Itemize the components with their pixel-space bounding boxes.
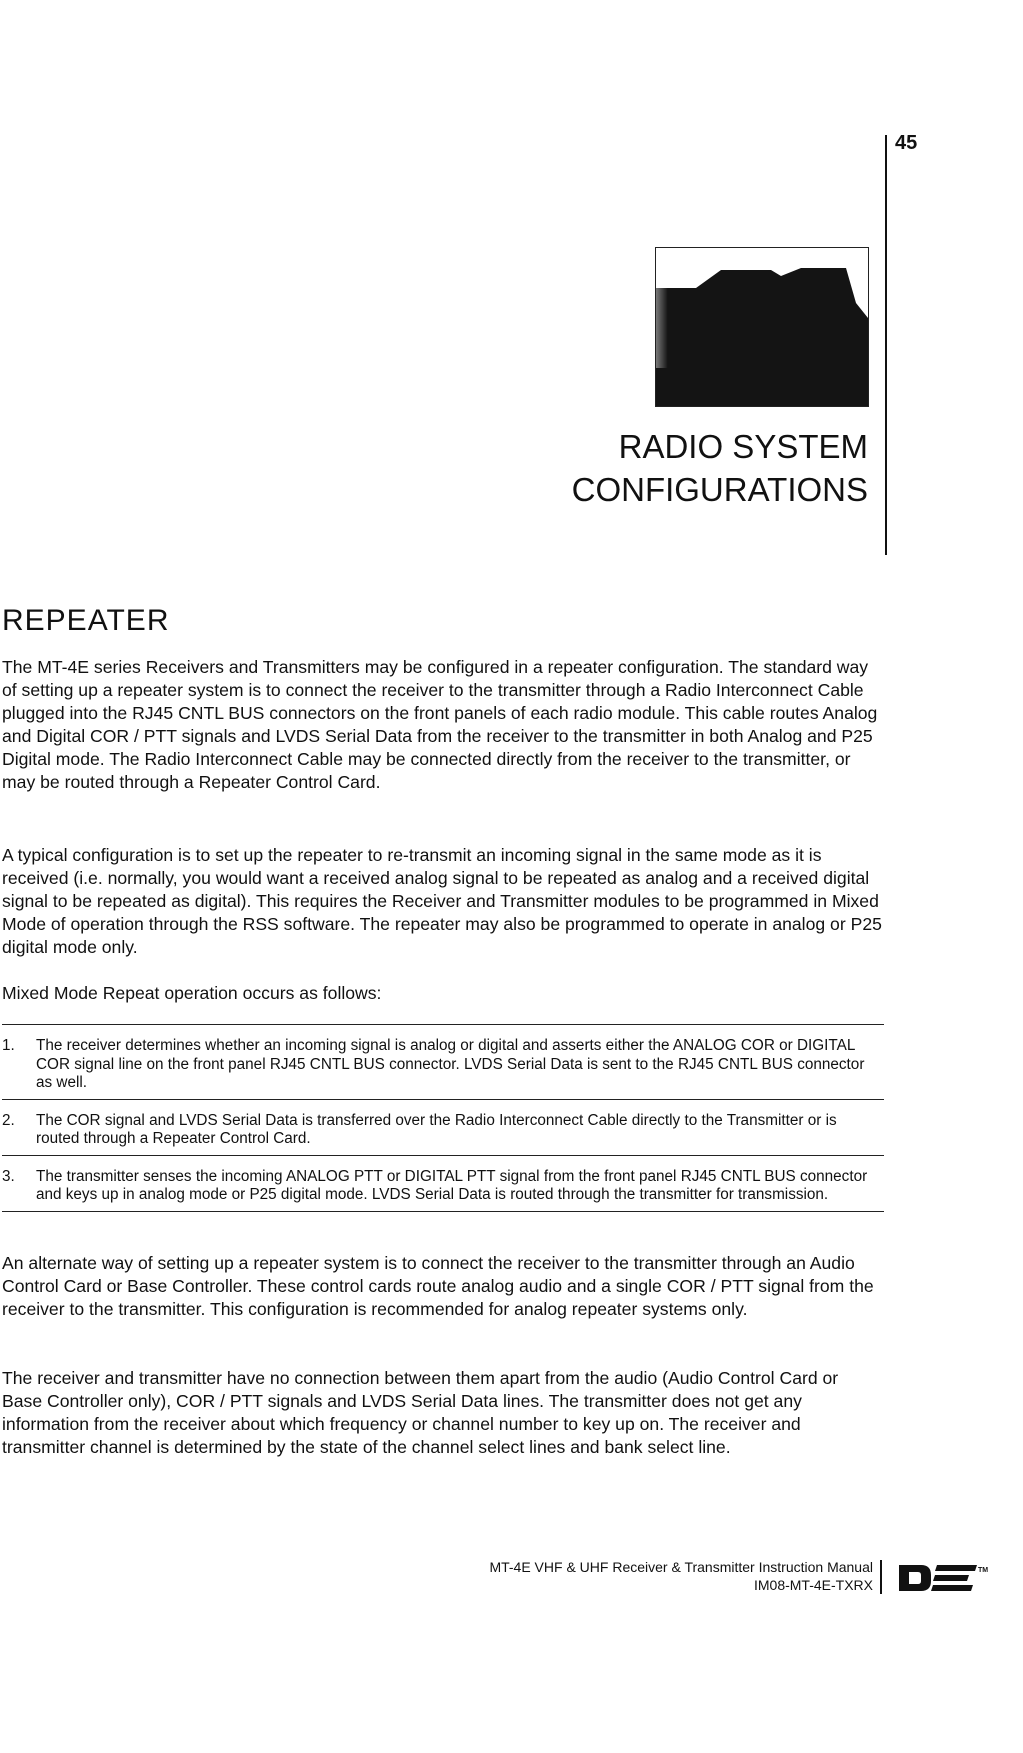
footer-manual-title: MT-4E VHF & UHF Receiver & Transmitter Instruction Manual bbox=[489, 1559, 873, 1575]
chapter-title bbox=[572, 425, 868, 511]
step-text: The receiver determines whether an incoming signal is analog or digital and asserts either the ANALOG COR or DIGITAL COR signal line on the front panel RJ45 CNTL BUS connector. LVDS Serial Data is sent to the RJ45 CNTL BUS connector as well. bbox=[36, 1037, 865, 1091]
footer-divider bbox=[880, 1560, 882, 1594]
paragraph-no-connection: The receiver and transmitter have no connection between them apart from the audio (Audio Control Card or Base Controller only), COR / PTT signals and LVDS Serial Data lines. The transmitter does not get any information from the receiver about which frequency or channel number to key up on. The receiver and transmitter channel is determined by the state of the channel select lines and bank select line. bbox=[2, 1368, 839, 1457]
paragraph-alternate: An alternate way of setting up a repeater system is to connect the receiver to the transmitter through an Audio Control Card or Base Controller. These control cards route analog audio and a single COR / PTT signal from the receiver to the transmitter. This configuration is recommended for analog repeater systems only. bbox=[2, 1253, 874, 1319]
step-number: 2. bbox=[2, 1111, 15, 1129]
footer bbox=[489, 1558, 873, 1594]
company-logo bbox=[897, 1563, 987, 1593]
section-heading: REPEATER bbox=[2, 604, 170, 637]
chapter-tab-image bbox=[655, 247, 869, 407]
step-text: The COR signal and LVDS Serial Data is transferred over the Radio Interconnect Cable directly to the Transmitter or is routed through a Repeater Control Card. bbox=[36, 1111, 837, 1147]
paragraph-mixed-mode: Mixed Mode Repeat operation occurs as follows: bbox=[2, 983, 382, 1003]
footer-document-id: IM08-MT-4E-TXRX bbox=[753, 1577, 873, 1593]
step-text: The transmitter senses the incoming ANALOG PTT or DIGITAL PTT signal from the front panel RJ45 CNTL BUS connector and keys up in analog mode or P25 digital mode. LVDS Serial Data is routed through the transmitter for transmission. bbox=[36, 1167, 868, 1203]
list-item bbox=[2, 1025, 884, 1100]
chapter-title-line2: CONFIGURATIONS bbox=[571, 471, 868, 508]
step-number: 3. bbox=[2, 1167, 15, 1185]
svg-text:TM: TM bbox=[978, 1567, 989, 1574]
paragraph-intro: The MT-4E series Receivers and Transmitters may be configured in a repeater configuration. The standard way of setting up a repeater system is to connect the receiver to the transmitter through a Radio Interconnect Cable plugged into the RJ45 CNTL BUS connectors on the front panels of each radio module. This cable routes Analog and Digital COR / PTT signals and LVDS Serial Data from the receiver to the transmitter in both Analog and P25 Digital mode. The Radio Interconnect Cable may be connected directly from the receiver to the transmitter, or may be routed through a Repeater Control Card. bbox=[2, 657, 878, 792]
chapter-title-line1: RADIO SYSTEM bbox=[618, 428, 868, 465]
page-number: 45 bbox=[895, 132, 918, 154]
steps-list bbox=[2, 1024, 884, 1212]
paragraph-typical-config: A typical configuration is to set up the repeater to re-transmit an incoming signal in the same mode as it is received (i.e. normally, you would want a received analog signal to be repeated as analog and a received digital signal to be repeated as digital). This requires the Receiver and Transmitter modules to be programmed in Mixed Mode of operation through the RSS software. The repeater may also be programmed to operate in analog or P25 digital mode only. bbox=[2, 845, 882, 957]
margin-rule bbox=[885, 135, 887, 555]
list-item bbox=[2, 1156, 884, 1212]
list-item bbox=[2, 1100, 884, 1156]
step-number: 1. bbox=[2, 1037, 15, 1054]
